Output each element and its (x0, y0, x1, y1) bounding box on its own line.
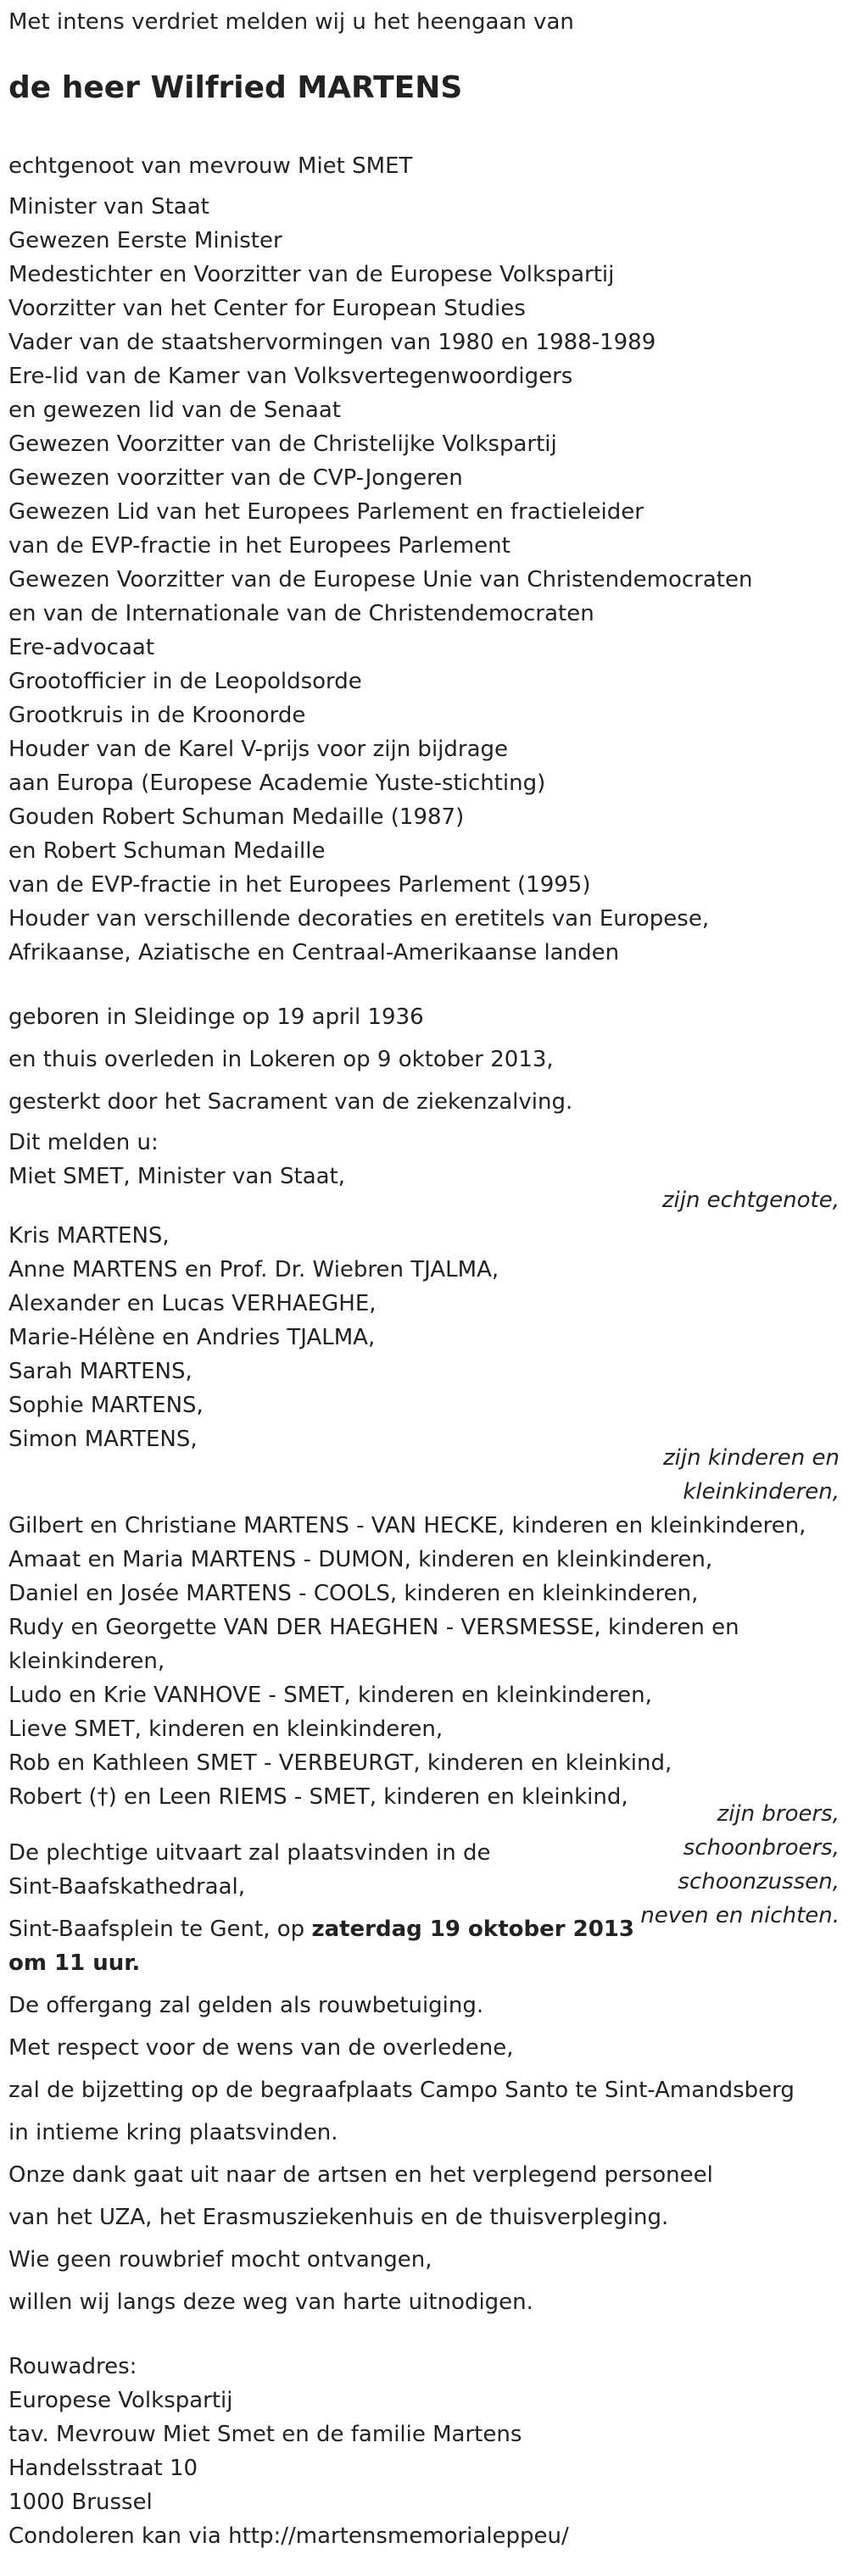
siblings-role: neven en nichten. (640, 1903, 840, 1928)
title-item: en van de Internationale van de Christendemocraten (8, 601, 594, 626)
title-item: Ere-advocaat (8, 635, 155, 660)
funeral-date: zaterdag 19 oktober 2013 (311, 1917, 634, 1942)
title-item: Gewezen Eerste Minister (8, 228, 282, 253)
title-item: Gewezen Lid van het Europees Parlement en fractieleider (8, 499, 644, 525)
family-member: Daniel en Josée MARTENS - COOLS, kinderen en kleinkinderen, (8, 1581, 699, 1606)
closing-line: Met respect voor de wens van de overledene, (8, 2035, 514, 2061)
family-member: Alexander en Lucas VERHAEGHE, (8, 1291, 377, 1316)
widow-name: Miet SMET, Minister van Staat, (8, 1164, 346, 1189)
family-member: Sophie MARTENS, (8, 1393, 204, 1418)
closing-line: zal de bijzetting op de begraafplaats Campo Santo te Sint-Amandsberg (8, 2078, 795, 2103)
siblings-role: zijn broers, (717, 1801, 840, 1827)
title-item: Gouden Robert Schuman Medaille (1987) (8, 804, 465, 830)
siblings-role: schoonzussen, (678, 1869, 840, 1894)
address-line: Rouwadres: (8, 2354, 137, 2379)
funeral-line: Sint-Baafskathedraal, (8, 1874, 246, 1900)
closing-line: De offergang zal gelden als rouwbetuiging. (8, 1993, 484, 2018)
title-item: Vader van de staatshervormingen van 1980 en 1988-1989 (8, 330, 656, 355)
title-item: van de EVP-fractie in het Europees Parlement (1995) (8, 872, 591, 898)
children-role: kleinkinderen, (683, 1479, 840, 1505)
family-member: Simon MARTENS, (8, 1427, 198, 1452)
family-member: Lieve SMET, kinderen en kleinkinderen, (8, 1716, 444, 1742)
title-item: en gewezen lid van de Senaat (8, 398, 341, 423)
address-line: tav. Mevrouw Miet Smet en de familie Martens (8, 2422, 522, 2447)
family-member: kleinkinderen, (8, 1649, 165, 1674)
died-line: en thuis overleden in Lokeren op 9 oktober 2013, (8, 1047, 554, 1072)
title-item: Houder van de Karel V-prijs voor zijn bijdrage (8, 737, 509, 762)
title-item: en Robert Schuman Medaille (8, 838, 326, 864)
deceased-name: de heer Wilfried MARTENS (8, 70, 463, 105)
title-item: Medestichter en Voorzitter van de Europese Volkspartij (8, 262, 615, 287)
family-member: Kris MARTENS, (8, 1223, 170, 1249)
title-item: van de EVP-fractie in het Europees Parlement (8, 533, 510, 559)
closing-line: Wie geen rouwbrief mocht ontvangen, (8, 2247, 432, 2273)
family-member: Amaat en Maria MARTENS - DUMON, kinderen en kleinkinderen, (8, 1547, 713, 1572)
title-item: Voorzitter van het Center for European Studies (8, 296, 526, 321)
title-item: Afrikaanse, Aziatische en Centraal-Amerikaanse landen (8, 940, 620, 965)
family-member: Marie-Hélène en Andries TJALMA, (8, 1325, 376, 1350)
title-item: Houder van verschillende decoraties en eretitels van Europese, (8, 906, 710, 932)
widow-role: zijn echtgenote, (661, 1188, 840, 1213)
funeral-time: om 11 uur. (8, 1950, 141, 1976)
title-item: aan Europa (Europese Academie Yuste-stichting) (8, 771, 546, 796)
title-item: Gewezen Voorzitter van de Europese Unie van Christendemocraten (8, 567, 753, 593)
family-member: Gilbert en Christiane MARTENS - VAN HECKE, kinderen en kleinkinderen, (8, 1513, 806, 1538)
funeral-date-line (8, 1912, 634, 1946)
address-line: Europese Volkspartij (8, 2388, 233, 2413)
title-item: Gewezen voorzitter van de CVP-Jongeren (8, 465, 463, 491)
family-member: Rob en Kathleen SMET - VERBEURGT, kinderen en kleinkind, (8, 1750, 672, 1776)
address-line: Handelsstraat 10 (8, 2456, 198, 2481)
family-member: Anne MARTENS en Prof. Dr. Wiebren TJALMA, (8, 1257, 499, 1282)
closing-line: willen wij langs deze weg van harte uitnodigen. (8, 2289, 533, 2315)
address-line: 1000 Brussel (8, 2490, 153, 2515)
funeral-place: Sint-Baafsplein te Gent, op (8, 1917, 312, 1942)
children-role: zijn kinderen en (663, 1445, 840, 1471)
family-member: Robert (†) en Leen RIEMS - SMET, kinderen en kleinkind, (8, 1784, 628, 1810)
family-member: Sarah MARTENS, (8, 1359, 192, 1384)
sacrament-line: gesterkt door het Sacrament van de ziekenzalving. (8, 1089, 573, 1115)
intro-text: Met intens verdriet melden wij u het heengaan van (8, 9, 574, 35)
title-item: Ere-lid van de Kamer van Volksvertegenwoordigers (8, 364, 573, 389)
title-item: Minister van Staat (8, 194, 209, 220)
closing-line: in intieme kring plaatsvinden. (8, 2120, 338, 2145)
family-member: Ludo en Krie VANHOVE - SMET, kinderen en kleinkinderen, (8, 1683, 652, 1708)
title-item: Grootkruis in de Kroonorde (8, 703, 306, 728)
closing-line: Onze dank gaat uit naar de artsen en het verplegend personeel (8, 2162, 713, 2188)
spouse-line: echtgenoot van mevrouw Miet SMET (8, 153, 413, 179)
announce-line: Dit melden u: (8, 1130, 159, 1155)
condolence-link[interactable]: Condoleren kan via http://martensmemorialeppeu/ (8, 2523, 569, 2549)
closing-line: van het UZA, het Erasmusziekenhuis en de thuisverpleging. (8, 2205, 669, 2230)
funeral-line: De plechtige uitvaart zal plaatsvinden in de (8, 1840, 491, 1866)
siblings-role: schoonbroers, (683, 1835, 840, 1861)
title-item: Grootofficier in de Leopoldsorde (8, 669, 362, 694)
family-member: Rudy en Georgette VAN DER HAEGHEN - VERSMESSE, kinderen en (8, 1615, 739, 1640)
born-line: geboren in Sleidinge op 19 april 1936 (8, 1004, 424, 1030)
title-item: Gewezen Voorzitter van de Christelijke Volkspartij (8, 431, 557, 457)
